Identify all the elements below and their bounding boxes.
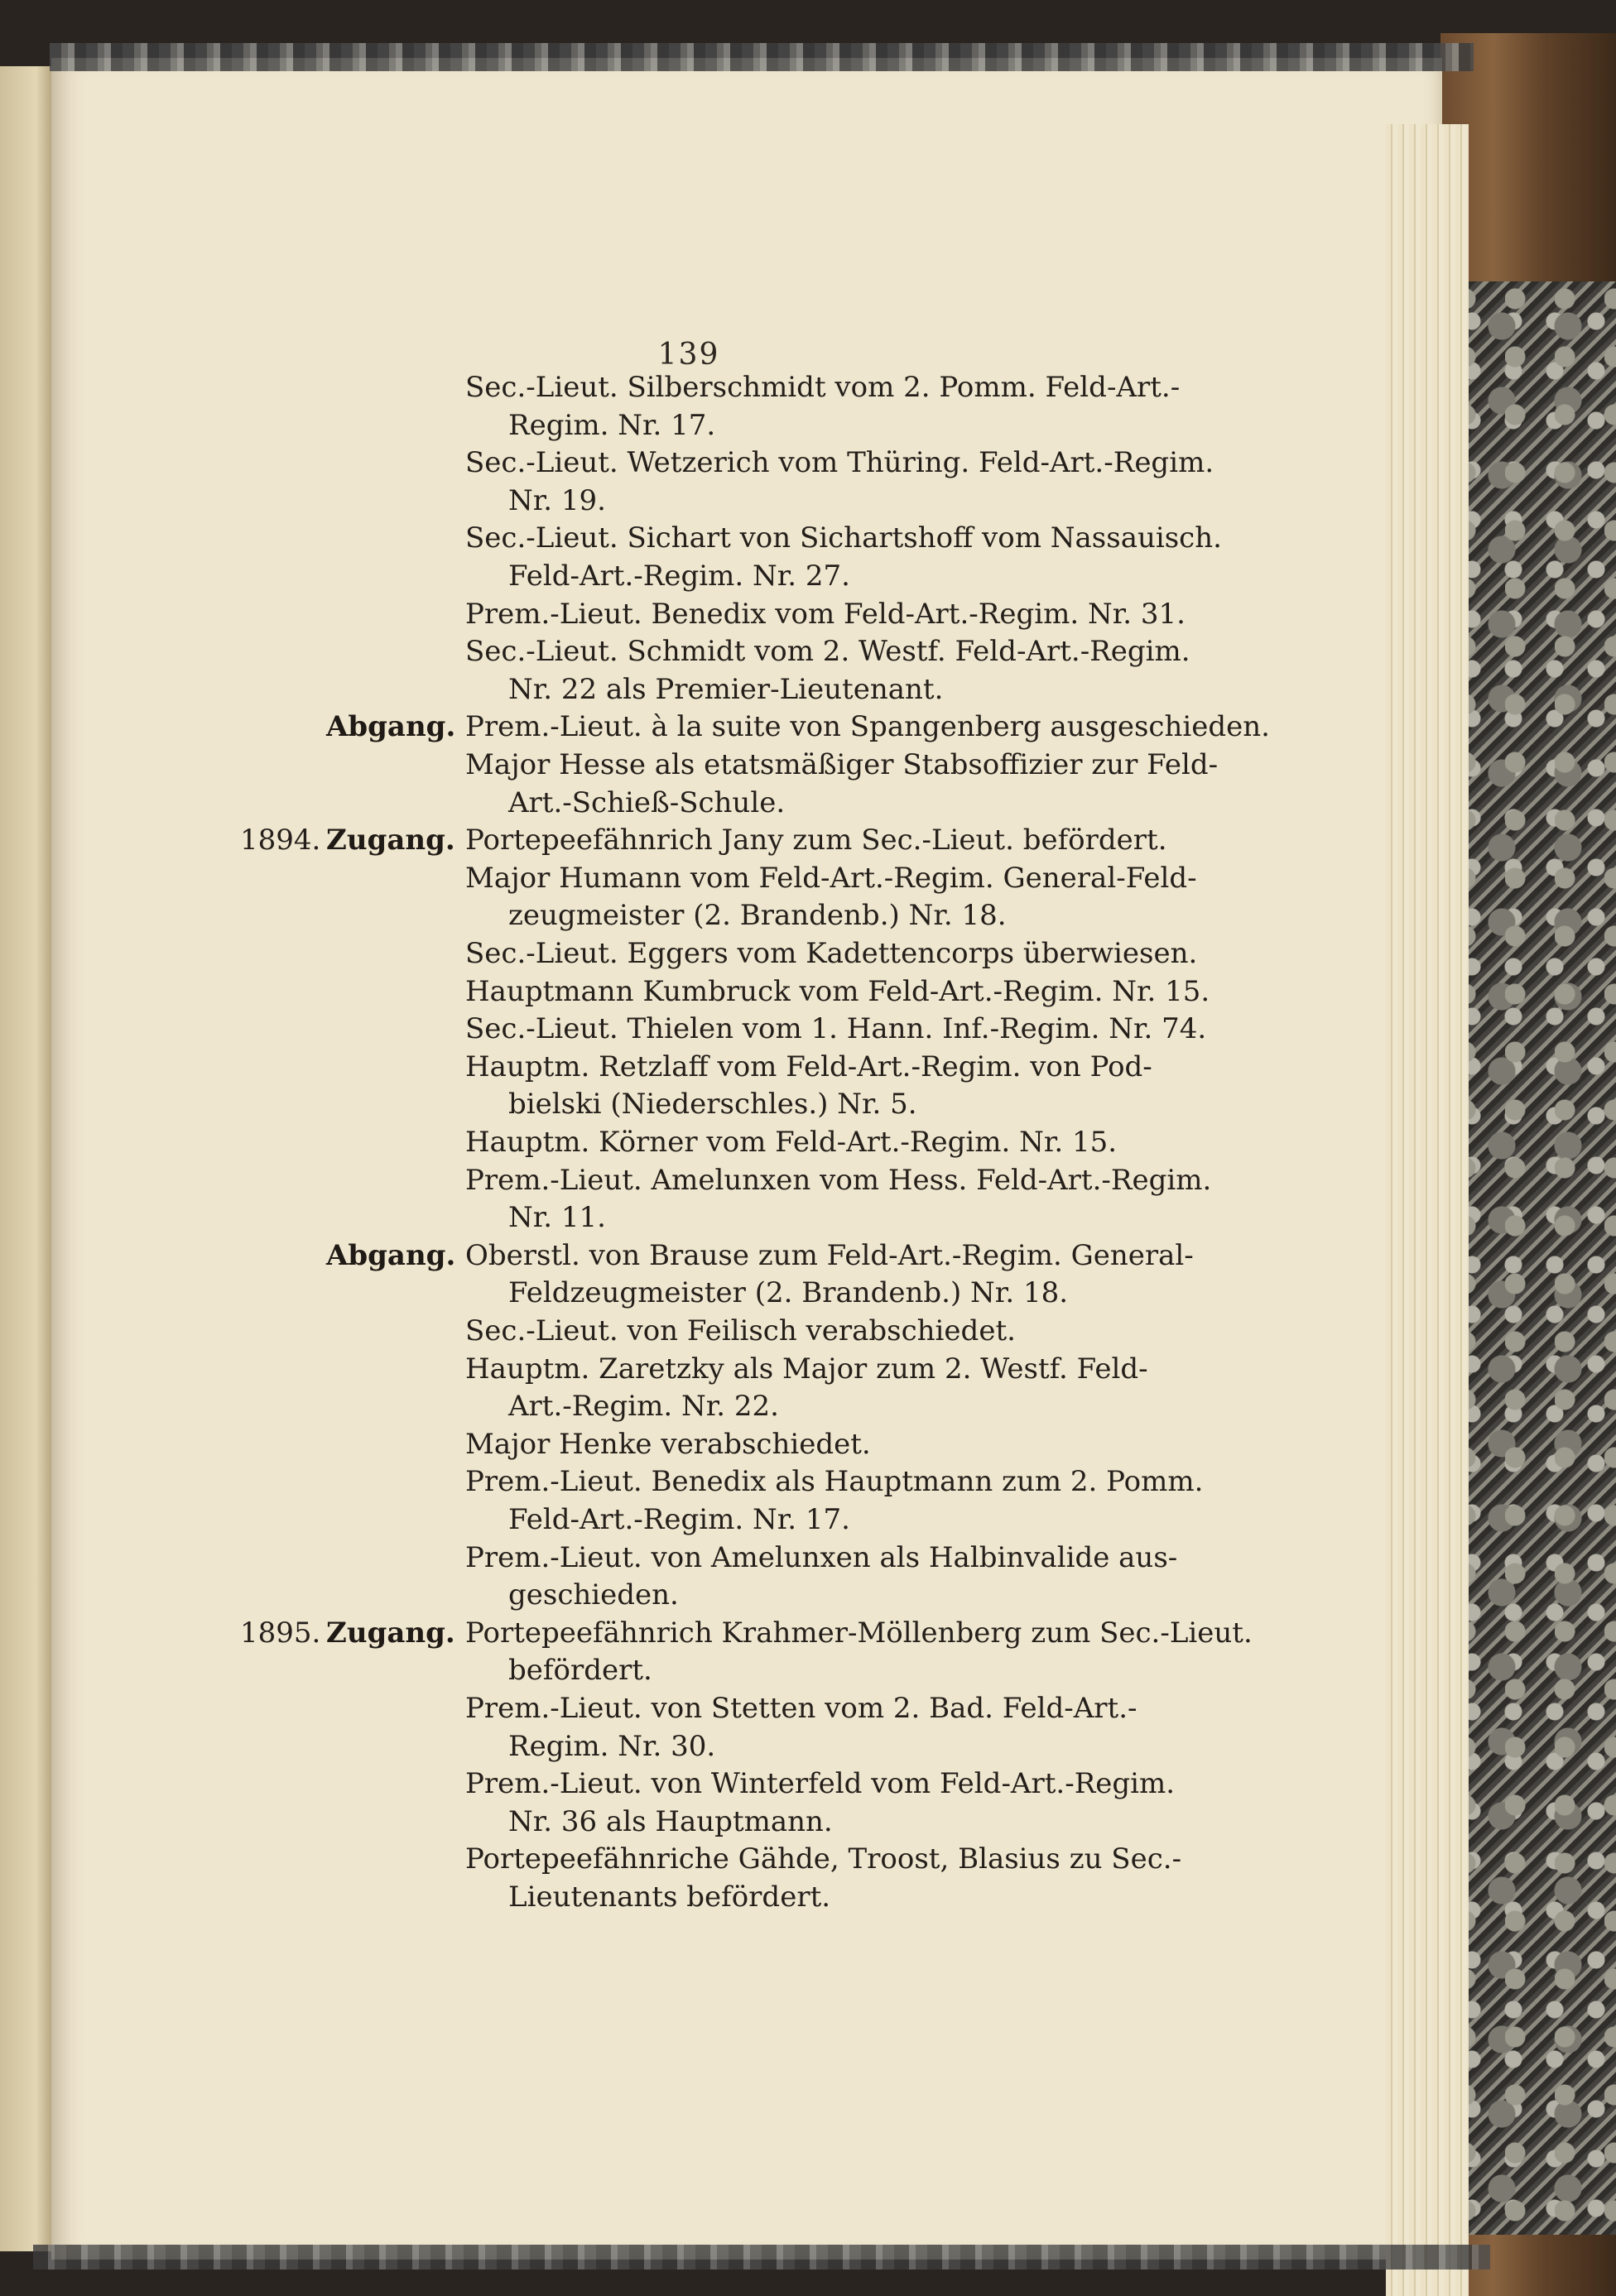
entry-continuation-line: Lieutenants befördert. [508,1881,831,1914]
entry-continuation-line: Feld-Art.-Regim. Nr. 17. [508,1503,850,1536]
page-edges [1386,124,1469,2296]
entry-line: Major Hesse als etatsmäßiger Stabsoffizier zur Feld- [465,748,1219,781]
entry-continuation-line: Art.-Regim. Nr. 22. [508,1390,779,1424]
entry-line: Hauptm. Zaretzky als Major zum 2. Westf. Feld- [465,1352,1148,1386]
entry-line: Prem.-Lieut. Benedix als Hauptmann zum 2. Pomm. [465,1465,1204,1499]
entry-line: Portepeefähnrich Krahmer-Möllenberg zum Sec.-Lieut. [465,1616,1253,1650]
entry-continuation-line: Nr. 36 als Hauptmann. [508,1804,833,1838]
entry-continuation-line: Regim. Nr. 30. [508,1729,716,1763]
entry-line: Portepeefähnrich Jany zum Sec.-Lieut. befördert. [465,824,1167,857]
marbled-endpaper [1455,281,1616,2235]
entry-line: Prem.-Lieut. von Winterfeld vom Feld-Art.-Regim. [465,1767,1176,1801]
entry-line: Sec.-Lieut. von Feilisch verabschiedet. [465,1314,1016,1347]
entry-line: Major Humann vom Feld-Art.-Regim. General-Feld- [465,861,1197,895]
book-page [51,58,1442,2260]
entry-line: Sec.-Lieut. Silberschmidt vom 2. Pomm. Feld-Art.- [465,371,1181,404]
entry-line: Hauptm. Körner vom Feld-Art.-Regim. Nr. 15. [465,1126,1118,1159]
section-label: Zugang. [326,1616,455,1650]
entry-line: Prem.-Lieut. Benedix vom Feld-Art.-Regim. Nr. 31. [465,597,1186,631]
entry-line: Sec.-Lieut. Eggers vom Kadettencorps überwiesen. [465,937,1198,970]
bottom-binding-strip [33,2245,1490,2270]
entry-line: Sec.-Lieut. Sichart von Sichartshoff vom Nassauisch. [465,521,1222,555]
entry-line: Hauptmann Kumbruck vom Feld-Art.-Regim. Nr. 15. [465,974,1210,1008]
entry-line: Portepeefähnriche Gähde, Troost, Blasius zu Sec.- [465,1842,1182,1876]
entry-continuation-line: befördert. [508,1654,652,1688]
entry-continuation-line: Feld-Art.-Regim. Nr. 27. [508,560,850,593]
entry-line: Major Henke verabschiedet. [465,1427,871,1461]
year-label: 1895. [240,1616,321,1650]
top-binding-strip [50,43,1474,71]
section-label: Zugang. [326,824,455,857]
entry-line: Prem.-Lieut. von Amelunxen als Halbinvalide aus- [465,1540,1178,1574]
entry-line: Oberstl. von Brause zum Feld-Art.-Regim. General- [465,1238,1194,1272]
entry-line: Prem.-Lieut. à la suite von Spangenberg ausgeschieden. [465,710,1270,744]
year-label: 1894. [240,824,321,857]
entry-line: Prem.-Lieut. von Stetten vom 2. Bad. Feld-Art.- [465,1692,1137,1725]
entry-continuation-line: Nr. 19. [508,483,606,517]
entry-continuation-line: zeugmeister (2. Brandenb.) Nr. 18. [508,899,1007,933]
entry-continuation-line: bielski (Niederschles.) Nr. 5. [508,1088,917,1122]
entry-continuation-line: geschieden. [508,1578,679,1612]
entry-line: Sec.-Lieut. Thielen vom 1. Hann. Inf.-Regim. Nr. 74. [465,1012,1207,1046]
section-label: Abgang. [326,710,456,744]
entry-line: Sec.-Lieut. Schmidt vom 2. Westf. Feld-Art.-Regim. [465,635,1190,669]
entry-continuation-line: Nr. 11. [508,1201,606,1235]
left-page-edge [0,66,53,2251]
entry-continuation-line: Art.-Schieß-Schule. [508,785,786,819]
entry-line: Sec.-Lieut. Wetzerich vom Thüring. Feld-Art.-Regim. [465,446,1214,480]
entry-continuation-line: Nr. 22 als Premier-Lieutenant. [508,672,944,706]
section-label: Abgang. [326,1238,456,1272]
page-number: 139 [657,338,720,372]
entry-line: Hauptm. Retzlaff vom Feld-Art.-Regim. von Pod- [465,1050,1152,1083]
entry-continuation-line: Feldzeugmeister (2. Brandenb.) Nr. 18. [508,1276,1069,1310]
entry-continuation-line: Regim. Nr. 17. [508,408,716,442]
entry-line: Prem.-Lieut. Amelunxen vom Hess. Feld-Art.-Regim. [465,1163,1212,1197]
